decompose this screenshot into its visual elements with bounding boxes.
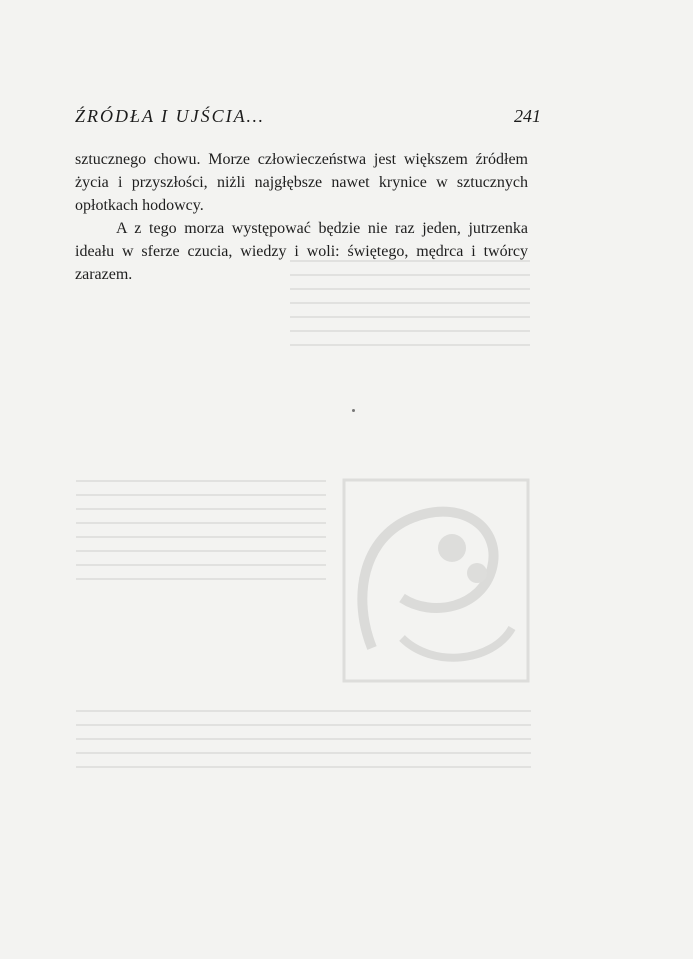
show-through-texture: [290, 250, 530, 445]
show-through-texture: [76, 700, 531, 840]
running-title: ŹRÓDŁA I UJŚCIA…: [75, 106, 265, 126]
page-number: 241: [514, 106, 541, 126]
paragraph-2: A z tego morza występować będzie nie raz jeden, jutrzenka ideału w sferze czucia, wiedzy i woli: świętego, mędrca i twórcy zarazem.: [75, 220, 528, 283]
page-header: [75, 106, 541, 130]
show-through-vignette-icon: [342, 478, 530, 683]
paper-speck: [352, 409, 355, 412]
paragraph-1: sztucznego chowu. Morze człowieczeństwa jest większem źródłem życia i przyszłości, niżli najgłębsze nawet krynice w sztucznych opłotkach hodowcy.: [75, 151, 528, 214]
show-through-texture: [76, 470, 326, 700]
